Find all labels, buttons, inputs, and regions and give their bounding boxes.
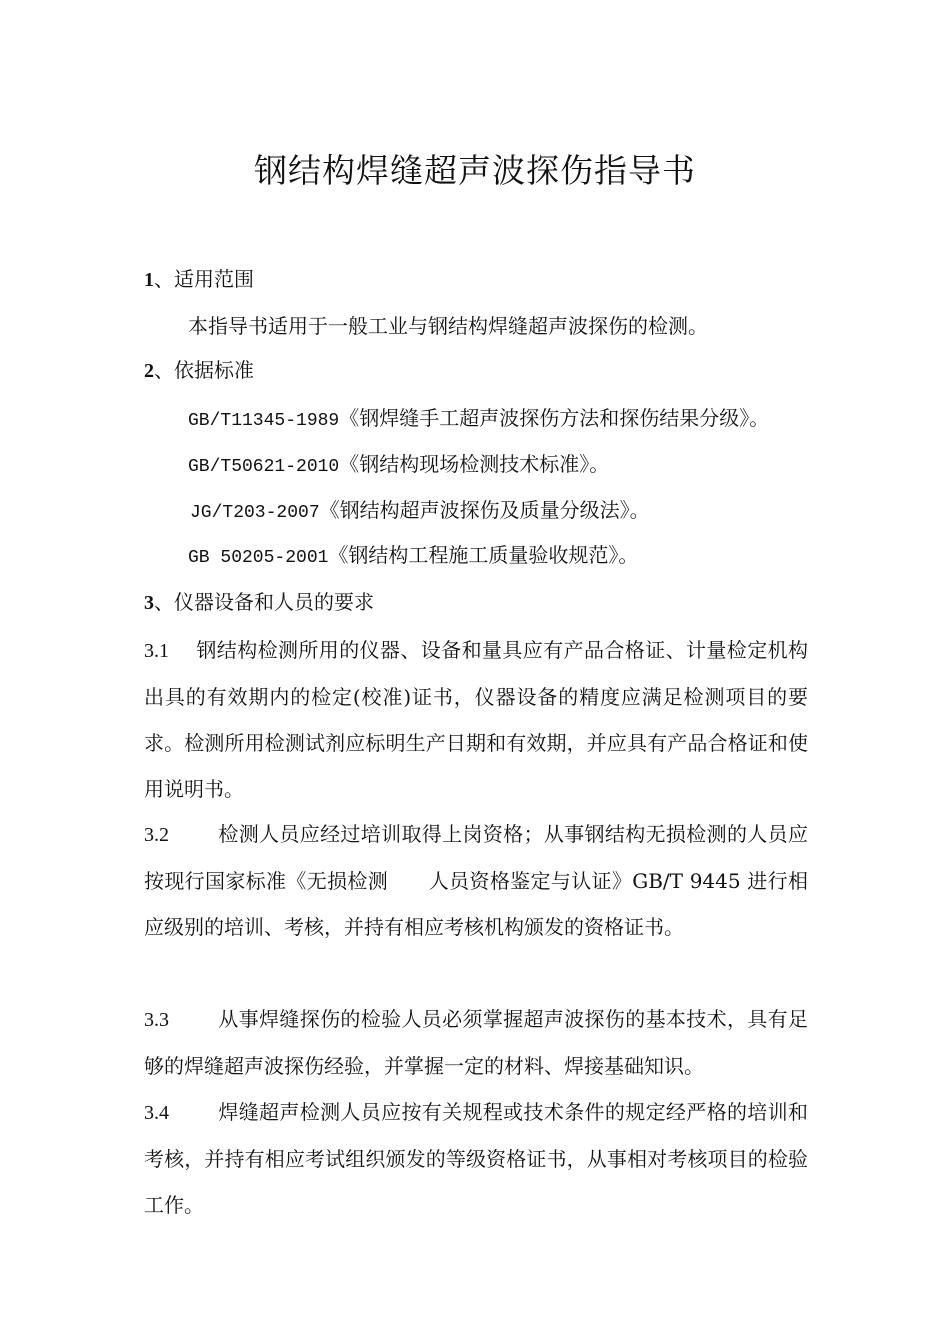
requirement-text: 从事焊缝探伤的检验人员必须掌握超声波探伤的基本技术，具有足够的焊缝超声波探伤经验，并掌握一定的材料、焊接基础知识。 [144,1007,808,1078]
requirement-number: 3.1 [144,640,169,662]
standard-name: 《钢结构工程施工质量验收规范》。 [328,543,639,567]
requirement-text: 钢结构检测所用的仪器、设备和量具应有产品合格证、计量检定机构出具的有效期内的检定(校准)证书，仪器设备的精度应满足检测项目的要求。检测所用检测试剂应标明生产日期和有效期，并应具有产品合格证和使用说明书。 [144,638,808,801]
requirement-number: 3.2 [144,824,169,846]
section-2-heading [144,355,254,386]
section-3-title: 、仪器设备和人员的要求 [154,590,374,614]
standard-name: 《钢结构现场检测技术标准》。 [339,452,610,476]
standard-name: 《钢结构超声波探伤及质量分级法》。 [319,498,650,522]
section-1-body: 本指导书适用于一般工业与钢结构焊缝超声波探伤的检测。 [188,314,708,338]
section-3-number: 3 [144,592,154,614]
standard-code: JG/T203-2007 [190,503,320,523]
standard-item [188,540,638,573]
standard-code: GB 50205-2001 [188,548,329,568]
document-title: 钢结构焊缝超声波探伤指导书 [254,151,696,190]
standard-code: GB/T11345-1989 [188,411,340,431]
requirement-item [144,811,808,950]
requirement-number: 3.4 [144,1102,169,1124]
section-1-title: 、适用范围 [154,267,254,291]
section-2-title: 、依据标准 [154,358,254,382]
section-2-number: 2 [144,360,154,382]
standard-item [188,403,769,436]
requirement-item [144,627,808,812]
standard-item [190,495,650,528]
section-1-number: 1 [144,269,154,291]
standard-item [188,449,609,482]
section-1-heading [144,264,254,295]
requirement-item [144,996,808,1089]
standard-name: 《钢焊缝手工超声波探伤方法和探伤结果分级》。 [339,406,770,430]
requirement-text: 焊缝超声检测人员应按有关规程或技术条件的规定经严格的培训和考核，并持有相应考试组织颁发的等级资格证书，从事相对考核项目的检验工作。 [144,1100,808,1217]
section-3-heading [144,587,374,618]
standard-code: GB/T50621-2010 [188,457,340,477]
requirement-text: 检测人员应经过培训取得上岗资格；从事钢结构无损检测的人员应按现行国家标准《无损检测 人员资格鉴定与认证》GB/T 9445 进行相应级别的培训、考核，并持有相应考核机构颁发的资格证书。 [144,822,808,939]
requirement-number: 3.3 [144,1009,169,1031]
requirement-item [144,1089,808,1228]
